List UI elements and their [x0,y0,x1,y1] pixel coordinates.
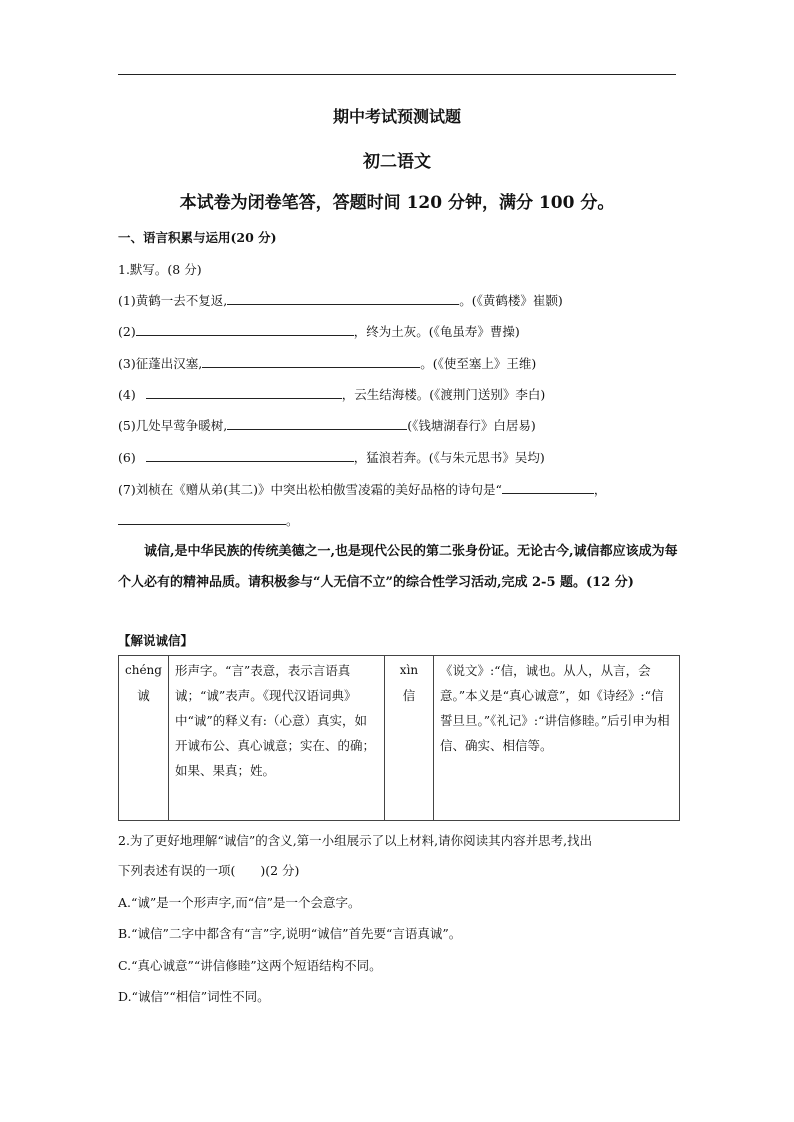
q2-option-a[interactable]: A.“诚”是一个形声字,而“信”是一个会意字。 [118,895,361,910]
q1-item-1: (1)黄鹤一去不复返, 。(《黄鹤楼》崔颢) [118,290,563,311]
section-heading: 一、语言积累与运用(20 分) [118,230,277,245]
q1-item-7-cont: 。 [118,510,299,531]
q2-stem-1: 2.为了更好地理解“诚信”的含义,第一小组展示了以上材料,请你阅读其内容并思考,找出 [118,833,593,848]
xin-char: 信 [402,688,416,703]
header-rule [118,74,676,75]
answer-blank[interactable] [118,510,286,525]
cheng-pinyin: chéng [125,663,162,677]
answer-blank[interactable] [136,321,354,336]
q2-stem-2: 下列表述有误的一项( )(2 分) [118,863,300,878]
q1-item-5: (5)几处早莺争暖树, (《钱塘湖春行》白居易) [118,415,536,436]
xin-explanation: 《说文》:“信，诚也。从人，从言，会意。”本义是“真心诚意”，如《诗经》:“信誓旦旦。”《礼记》:“讲信修睦。”后引申为相信、确实、相信等。 [433,656,679,821]
answer-blank[interactable] [146,447,354,462]
cheng-cell [119,656,169,821]
q1-label: 1.默写。(8 分) [118,262,202,277]
explain-heading: 【解说诚信】 [118,633,194,648]
exam-subject: 初二语文 [363,152,431,172]
exam-instructions: 本试卷为闭卷笔答，答题时间 120 分钟，满分 100 分。 [179,193,615,213]
exam-title: 期中考试预测试题 [332,107,461,126]
cheng-char: 诚 [137,688,150,703]
character-explanation-table [118,655,680,821]
xin-pinyin: xìn [399,663,419,677]
answer-blank[interactable] [146,384,342,399]
q1-item-2: (2) ，终为土灰。(《龟虽寿》曹操) [118,321,520,342]
q2-option-c[interactable]: C.“真心诚意”“讲信修睦”这两个短语结构不同。 [118,958,382,973]
q1-item-3: (3)征蓬出汉塞, 。(《使至塞上》王维) [118,353,536,374]
q1-item-6: (6) ，猛浪若奔。(《与朱元思书》吴均) [118,447,545,468]
q2-option-b[interactable]: B.“诚信”二字中都含有“言”字,说明“诚信”首先要“言语真诚”。 [118,926,462,941]
q2-option-d[interactable]: D.“诚信”“相信”词性不同。 [118,989,270,1004]
xin-cell [384,656,433,821]
answer-blank[interactable] [227,415,407,430]
cheng-explanation: 形声字。“言”表意，表示言语真诚；“诚”表声。《现代汉语词典》中“诚”的释义有:（心意）真实，如开诚布公、真心诚意；实在、的确；如果、果真；姓。 [168,656,384,821]
q1-item-7: (7)刘桢在《赠从弟(其二)》中突出松柏傲雪凌霜的美好品格的诗句是“ ， [118,479,606,500]
activity-intro: 诚信,是中华民族的传统美德之一,也是现代公民的第二张身份证。无论古今,诚信都应该成为每个人必有的精神品质。请积极参与“人无信不立”的综合性学习活动,完成 2-5 题。(12 分) [118,544,678,590]
answer-blank[interactable] [202,353,420,368]
answer-blank[interactable] [227,290,459,305]
answer-blank[interactable] [502,479,594,494]
q1-item-4: (4) ，云生结海楼。(《渡荆门送别》李白) [118,384,545,405]
